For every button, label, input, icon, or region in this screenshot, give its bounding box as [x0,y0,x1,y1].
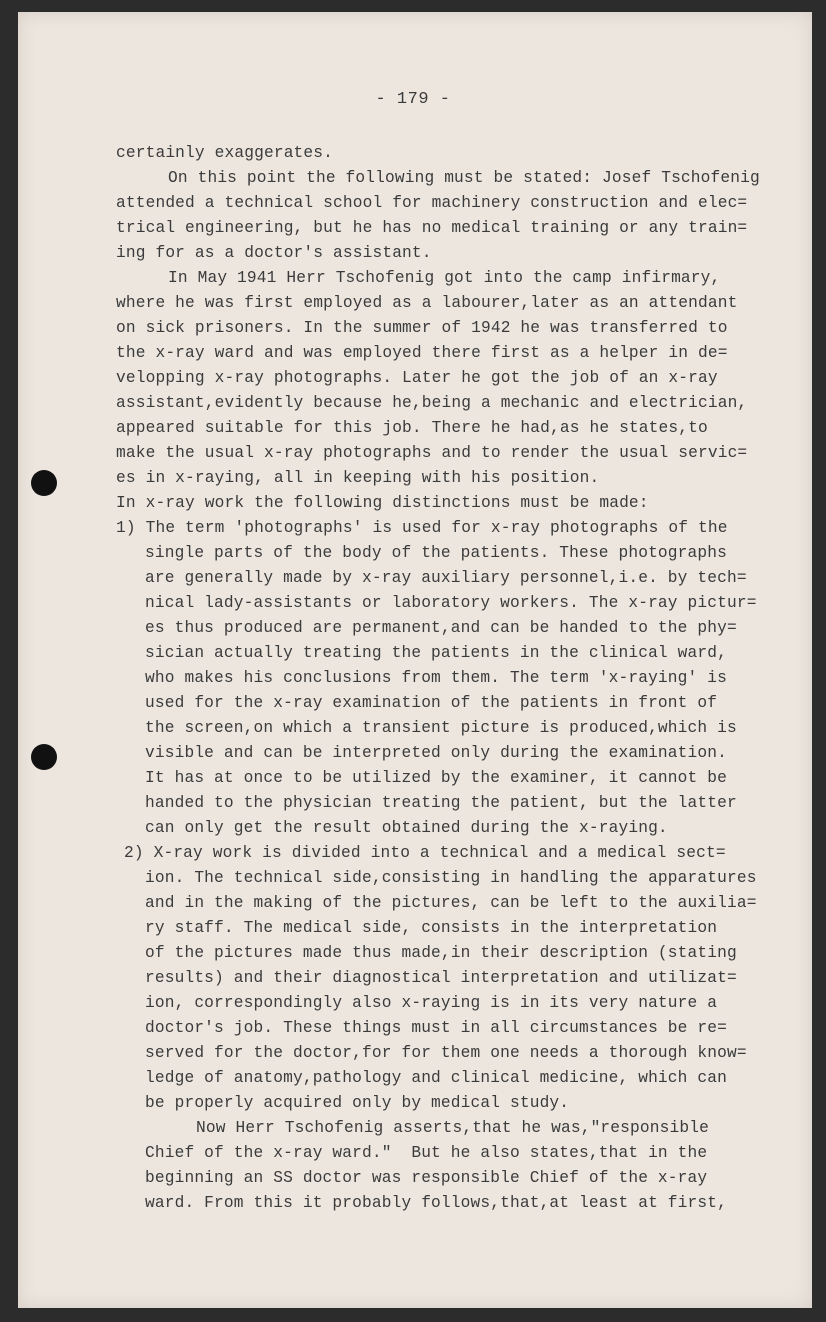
text-line: ward. From this it probably follows,that,at least at first, [145,1194,727,1212]
text-line: nical lady-assistants or laboratory workers. The x-ray pictur= [145,594,757,612]
text-line: results) and their diagnostical interpretation and utilizat= [145,969,737,987]
text-line: assistant,evidently because he,being a mechanic and electrician, [116,394,748,412]
text-line: used for the x-ray examination of the patients in front of [145,694,718,712]
punch-hole [31,470,57,496]
text-line: On this point the following must be stated: Josef Tschofenig [168,169,760,187]
text-line: ledge of anatomy,pathology and clinical medicine, which can [145,1069,727,1087]
text-line: ion, correspondingly also x-raying is in its very nature a [145,994,718,1012]
punch-hole [31,744,57,770]
text-line: trical engineering, but he has no medical training or any train= [116,219,748,237]
text-line: ion. The technical side,consisting in handling the apparatures [145,869,757,887]
text-line: are generally made by x-ray auxiliary personnel,i.e. by tech= [145,569,747,587]
text-line: velopping x-ray photographs. Later he got the job of an x-ray [116,369,718,387]
text-line: be properly acquired only by medical study. [145,1094,570,1112]
text-line: of the pictures made thus made,in their description (stating [145,944,737,962]
text-line: beginning an SS doctor was responsible Chief of the x-ray [145,1169,708,1187]
page-number: - 179 - [375,90,451,109]
text-line: handed to the physician treating the patient, but the latter [145,794,737,812]
text-line: make the usual x-ray photographs and to render the usual servic= [116,444,748,462]
text-line: 2) X-ray work is divided into a technical and a medical sect= [124,844,726,862]
text-line: es thus produced are permanent,and can be handed to the phy= [145,619,737,637]
text-line: single parts of the body of the patients. These photographs [145,544,727,562]
text-line: where he was first employed as a labourer,later as an attendant [116,294,738,312]
text-line: on sick prisoners. In the summer of 1942 he was transferred to [116,319,728,337]
text-line: ry staff. The medical side, consists in the interpretation [145,919,718,937]
text-line: the screen,on which a transient picture is produced,which is [145,719,737,737]
text-line: and in the making of the pictures, can be left to the auxilia= [145,894,757,912]
text-line: the x-ray ward and was employed there first as a helper in de= [116,344,728,362]
text-line: served for the doctor,for for them one needs a thorough know= [145,1044,747,1062]
text-line: visible and can be interpreted only during the examination. [145,744,727,762]
text-line: who makes his conclusions from them. The term 'x-raying' is [145,669,727,687]
text-line: In x-ray work the following distinctions must be made: [116,494,649,512]
text-line: can only get the result obtained during the x-raying. [145,819,668,837]
text-line: sician actually treating the patients in the clinical ward, [145,644,727,662]
text-line: doctor's job. These things must in all circumstances be re= [145,1019,727,1037]
text-line: appeared suitable for this job. There he had,as he states,to [116,419,708,437]
text-line: 1) The term 'photographs' is used for x-ray photographs of the [116,519,728,537]
text-line: Chief of the x-ray ward." But he also states,that in the [145,1144,708,1162]
text-line: ing for as a doctor's assistant. [116,244,432,262]
text-line: attended a technical school for machinery construction and elec= [116,194,748,212]
text-line: It has at once to be utilized by the examiner, it cannot be [145,769,727,787]
text-line: es in x-raying, all in keeping with his position. [116,469,600,487]
text-line: certainly exaggerates. [116,144,334,162]
text-line: Now Herr Tschofenig asserts,that he was,"responsible [196,1119,709,1137]
text-line: In May 1941 Herr Tschofenig got into the camp infirmary, [168,269,721,287]
